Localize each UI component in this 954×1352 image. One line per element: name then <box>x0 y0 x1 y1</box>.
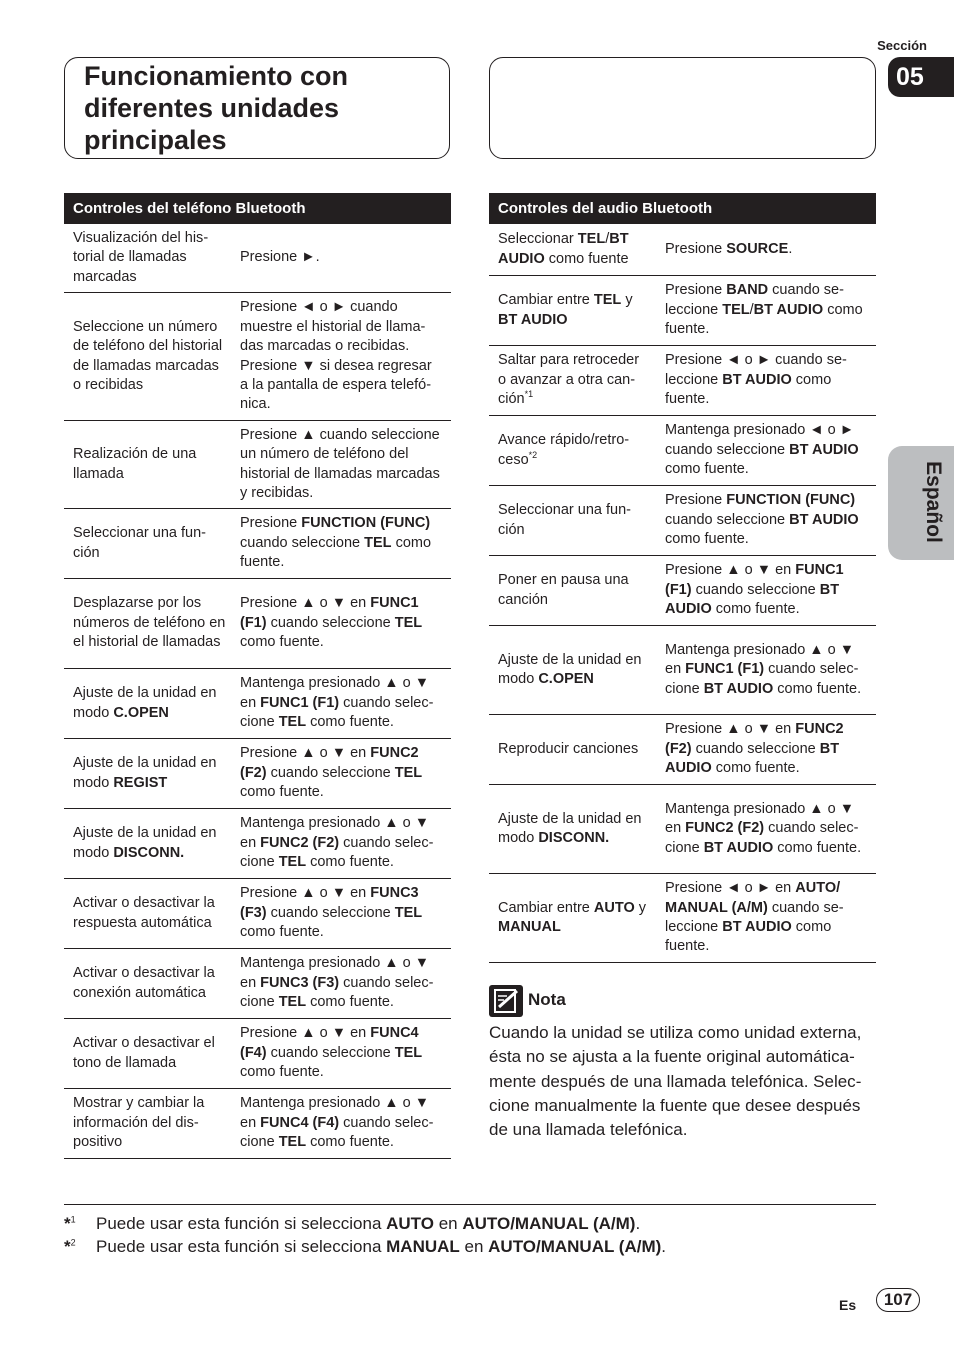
text-run: y <box>634 899 647 916</box>
bold-term: BT AUDIO <box>722 371 792 388</box>
bold-term: FUNC2 (F2) <box>685 820 765 837</box>
text-run: como fuente. <box>665 461 749 478</box>
bold-term: TEL <box>394 1044 423 1061</box>
function-cell <box>64 684 232 723</box>
table-row <box>64 579 451 669</box>
operation-cell <box>232 814 451 872</box>
right-header-frame <box>489 57 876 159</box>
bold-term: TEL <box>278 1134 307 1151</box>
text-run: como fuente. <box>711 601 800 618</box>
function-cell <box>489 740 657 759</box>
bold-term: FUNC1 (F1) <box>240 595 419 631</box>
text-run: Puede usar esta función si selecciona <box>96 1214 387 1233</box>
function-cell <box>489 899 657 938</box>
table-row <box>489 346 876 416</box>
language-code: Es <box>839 1297 857 1313</box>
function-cell <box>64 524 232 563</box>
text-run: como fuente. <box>240 924 324 941</box>
footnote-1 <box>64 1213 640 1235</box>
function-cell <box>489 651 657 690</box>
text-run: Presione <box>665 492 727 509</box>
text-run: Mantenga presionado ▲ o ▼ en <box>240 815 430 851</box>
text-run: Mantenga presionado ▲ o ▼ en <box>240 675 430 711</box>
bold-term: SOURCE <box>726 240 789 257</box>
bold-term: BAND <box>726 282 769 299</box>
table-row <box>489 486 876 556</box>
bold-term: AUTO/MANUAL (A/M) <box>488 1237 662 1256</box>
bold-term: BT AUDIO <box>722 919 792 935</box>
bold-term: C.OPEN <box>538 671 594 687</box>
footnote-star: * <box>64 1214 71 1233</box>
bold-term: TEL <box>394 764 423 781</box>
text-run: como fuente. <box>306 994 394 1011</box>
operation-cell <box>657 879 876 957</box>
text-run: cuando seleccione <box>266 614 395 631</box>
text-run: Visualización del historial de llamadas marcadas <box>73 229 209 285</box>
text-run: Cambiar entre <box>498 292 594 309</box>
text-run: Seleccionar una función <box>498 502 632 538</box>
bold-term: TEL <box>577 231 606 248</box>
function-cell <box>489 431 657 470</box>
text-run: Mantenga presionado ▲ o ▼ en <box>665 641 855 678</box>
audio-table-body <box>489 224 876 963</box>
function-cell <box>64 754 232 793</box>
text-run: como fuente. <box>665 371 832 408</box>
table-row <box>489 276 876 346</box>
bold-term: AUTO <box>593 899 635 916</box>
bold-term: MANUAL <box>386 1237 460 1256</box>
table-row <box>64 224 451 293</box>
language-tab-label: Español <box>922 461 945 543</box>
table-row <box>489 224 876 276</box>
operation-cell <box>657 281 876 339</box>
table-row <box>64 879 451 949</box>
bold-term: DISCONN. <box>113 844 185 861</box>
table-row <box>64 293 451 421</box>
text-run: cuando seleccione <box>665 282 844 318</box>
bold-term: TEL <box>593 292 622 309</box>
text-run: como fuente. <box>665 919 832 955</box>
section-number-badge: 05 <box>888 57 954 97</box>
text-run: Mantenga presionado ▲ o ▼ en <box>240 955 430 991</box>
function-cell <box>489 230 657 269</box>
bold-term: TEL <box>394 904 423 921</box>
footnote-star: * <box>64 1237 71 1256</box>
text-run: como fuente. <box>665 301 863 338</box>
text-run: en <box>433 1214 463 1233</box>
footnote-marker <box>64 1213 96 1235</box>
operation-cell <box>232 744 451 802</box>
operation-cell <box>657 240 876 259</box>
text-run: como fuente. <box>240 784 324 801</box>
text-run: Mostrar y cambiar la información del dispositivo <box>73 1095 205 1151</box>
footnote-2 <box>64 1236 666 1258</box>
text-run: . <box>661 1237 667 1256</box>
bold-term: FUNCTION (FUNC) <box>726 492 856 509</box>
text-run: . <box>788 240 793 257</box>
table-row <box>489 874 876 963</box>
text-run: como fuente. <box>240 534 432 571</box>
text-run: como fuente. <box>240 634 324 651</box>
table-row <box>64 1089 451 1159</box>
bold-term: BT AUDIO <box>665 581 840 618</box>
text-run: Realización de una llamada <box>73 446 197 482</box>
text-run: Activar o desactivar la conexión automática <box>73 965 215 1001</box>
operation-cell <box>657 561 876 619</box>
text-run: Presione ▲ o ▼ en <box>665 721 796 738</box>
operation-cell <box>232 1024 451 1082</box>
bold-term: TEL <box>364 534 392 551</box>
text-run: Desplazarse por los números de teléfono en el historial de llamadas <box>73 595 226 651</box>
text-run: cuando seleccione <box>266 764 395 781</box>
note-body: Cuando la unidad se utiliza como unidad externa, ésta no se ajusta a la fuente original automáticamente después de una llamada telefónica. Seleccione manualmente la fuente que desee después de una llamada telefónica. <box>489 1023 862 1140</box>
text-run: Presione <box>665 240 727 257</box>
bold-term: FUNC1 (F1) <box>260 694 340 711</box>
text-run: Seleccionar una función <box>73 525 207 561</box>
phone-table-body <box>64 224 451 1159</box>
text-run: como fuente <box>544 250 629 267</box>
text-run: en <box>459 1237 489 1256</box>
bold-term: TEL <box>278 854 307 871</box>
bold-term: FUNC2 (F2) <box>240 745 419 781</box>
bold-term: REGIST <box>113 774 168 791</box>
bold-term: FUNC4 (F4) <box>240 1025 419 1061</box>
bold-term: FUNC1 (F1) <box>685 661 765 678</box>
function-cell <box>489 810 657 849</box>
table-row <box>64 739 451 809</box>
operation-cell <box>657 720 876 778</box>
section-label: Sección <box>877 38 927 53</box>
bold-term: BT AUDIO <box>789 441 859 458</box>
function-cell <box>64 894 232 933</box>
footnote-ref: *2 <box>528 449 538 460</box>
page-title: Funcionamiento con diferentes unidades principales <box>84 61 349 155</box>
text-run: cuando seleccione <box>266 904 395 921</box>
bold-term: BT AUDIO <box>703 839 774 856</box>
text-run: como fuente. <box>240 1064 324 1081</box>
phone-table-heading: Controles del teléfono Bluetooth <box>64 193 451 224</box>
text-run: cuando seleccione <box>240 834 434 871</box>
text-run: cuando seleccione <box>665 511 790 528</box>
table-row <box>489 556 876 626</box>
text-run: Ajuste de la unidad en modo <box>498 651 642 687</box>
text-run: como fuente. <box>711 760 800 777</box>
audio-controls-table <box>489 193 876 963</box>
operation-cell <box>232 954 451 1012</box>
table-row <box>64 669 451 739</box>
function-cell <box>489 351 657 409</box>
text-run: Ajuste de la unidad en modo <box>498 810 642 846</box>
operation-cell <box>657 491 876 549</box>
operation-cell <box>657 800 876 858</box>
operation-cell <box>657 641 876 699</box>
bold-term: BT AUDIO <box>753 301 824 318</box>
operation-cell <box>232 514 451 572</box>
text-run: Seleccione un número de teléfono del historial de llamadas marcadas o recibidas <box>73 318 223 393</box>
footnote-number: 2 <box>70 1237 76 1248</box>
bold-term: FUNC3 (F3) <box>240 885 419 921</box>
function-cell <box>64 1034 232 1073</box>
text-run: Presione <box>665 282 727 299</box>
operation-cell <box>232 298 451 414</box>
bold-term: AUTO/ MANUAL (A/M) <box>665 880 841 916</box>
footnote-divider <box>64 1204 876 1205</box>
text-run: como fuente. <box>773 839 862 856</box>
language-tab <box>888 446 954 560</box>
bold-term: MANUAL <box>498 919 561 935</box>
function-cell <box>64 318 232 396</box>
text-run: Presione ▲ o ▼ en <box>240 595 371 612</box>
footnote-marker <box>64 1236 96 1258</box>
note-title: Nota <box>528 990 566 1009</box>
bold-term: AUTO <box>386 1214 434 1233</box>
function-cell <box>64 964 232 1003</box>
operation-cell <box>232 884 451 942</box>
text-run: cuando seleccione <box>691 740 820 757</box>
bold-term: FUNC2 (F2) <box>260 834 340 851</box>
table-row <box>489 785 876 874</box>
table-row <box>64 509 451 579</box>
text-run: cuando seleccione <box>240 534 365 551</box>
bold-term: BT AUDIO <box>703 680 774 697</box>
text-run: Cambiar entre <box>498 899 594 916</box>
bold-term: BT AUDIO <box>498 311 568 328</box>
text-run: Presione ▲ o ▼ en <box>240 1025 371 1042</box>
text-run: Seleccionar <box>498 231 578 248</box>
text-run: Avance rápido/retroceso <box>498 432 630 468</box>
phone-controls-table <box>64 193 451 1159</box>
text-run: Presione ▲ o ▼ en <box>665 562 796 579</box>
text-run: Puede usar esta función si selecciona <box>96 1237 387 1256</box>
bold-term: FUNC1 (F1) <box>665 562 844 598</box>
table-row <box>489 416 876 486</box>
text-run: Presione ▲ cuando seleccione un número de teléfono del historial de llamadas marcadas y recibidas. <box>240 426 440 501</box>
text-run: como fuente. <box>665 531 749 548</box>
operation-cell <box>657 351 876 409</box>
operation-cell <box>232 674 451 732</box>
operation-cell <box>232 426 451 504</box>
table-row <box>64 949 451 1019</box>
text-run: Mantenga presionado ▲ o ▼ en <box>665 800 855 837</box>
text-run: . <box>635 1214 641 1233</box>
function-cell <box>489 291 657 330</box>
operation-cell <box>657 421 876 479</box>
function-cell <box>64 594 232 652</box>
text-run: Presione ◄ o ► en <box>665 880 796 897</box>
bold-term: BT AUDIO <box>498 231 629 267</box>
text-run: Presione ◄ o ► cuando muestre el historial de llamadas marcadas o recibidas. Presione ▼ si desea regresar a la pantalla de espera telefónica. <box>240 299 432 413</box>
bold-term: TEL <box>278 714 307 731</box>
bold-term: BT AUDIO <box>789 511 859 528</box>
text-run: cuando seleccione <box>665 820 859 856</box>
text-run: Ajuste de la unidad en modo <box>73 825 217 861</box>
pencil-note-icon <box>489 985 523 1017</box>
text-run: Mantenga presionado ▲ o ▼ en <box>240 1095 430 1131</box>
function-cell <box>64 824 232 863</box>
table-row <box>64 1019 451 1089</box>
text-run: Ajuste de la unidad en modo <box>73 755 217 791</box>
text-run: cuando seleccione <box>240 694 434 731</box>
text-run: como fuente. <box>306 854 394 871</box>
text-run: Activar o desactivar la respuesta automática <box>73 895 215 931</box>
footnote-ref: *1 <box>524 389 534 400</box>
text-run: Mantenga presionado ◄ o ► cuando seleccione <box>665 422 855 458</box>
text-run: cuando seleccione <box>266 1044 395 1061</box>
function-cell <box>489 501 657 540</box>
audio-table-heading: Controles del audio Bluetooth <box>489 193 876 224</box>
text-run: Presione ◄ o ► cuando seleccione <box>665 352 847 388</box>
bold-term: AUTO/MANUAL (A/M) <box>462 1214 636 1233</box>
bold-term: FUNC4 (F4) <box>260 1114 340 1131</box>
text-run: cuando seleccione <box>665 899 844 935</box>
text-run: como fuente. <box>773 680 862 697</box>
text-run: como fuente. <box>306 714 394 731</box>
text-run: Presione <box>240 515 302 532</box>
function-cell <box>489 571 657 610</box>
page-number: 107 <box>876 1288 920 1312</box>
table-row <box>64 809 451 879</box>
bold-term: TEL <box>722 301 750 318</box>
text-run: Presione ▲ o ▼ en <box>240 745 371 762</box>
text-run: / <box>605 231 610 248</box>
text-run: como fuente. <box>306 1134 394 1151</box>
text-run: Saltar para retroceder o avanzar a otra canción <box>498 352 640 408</box>
bold-term: FUNC3 (F3) <box>260 974 340 991</box>
text-run: Ajuste de la unidad en modo <box>73 685 217 721</box>
function-cell <box>64 229 232 287</box>
table-row <box>489 626 876 715</box>
table-row <box>489 715 876 785</box>
text-run: cuando seleccione <box>665 661 859 697</box>
footnote-number: 1 <box>70 1214 76 1225</box>
text-run: Reproducir canciones <box>498 740 639 757</box>
text-run: / <box>749 301 754 318</box>
bold-term: TEL <box>278 994 307 1011</box>
text-run: Presione ▲ o ▼ en <box>240 885 371 902</box>
text-run: cuando seleccione <box>240 974 434 1011</box>
text-run: cuando seleccione <box>691 581 820 598</box>
operation-cell <box>232 248 451 267</box>
table-row <box>64 421 451 509</box>
text-run: Poner en pausa una canción <box>498 572 629 608</box>
bold-term: DISCONN. <box>538 830 610 846</box>
bold-term: TEL <box>394 614 423 631</box>
text-run: Presione ►. <box>240 249 320 266</box>
text-run: y <box>621 292 633 309</box>
bold-term: C.OPEN <box>113 704 169 721</box>
operation-cell <box>232 594 451 652</box>
function-cell <box>64 445 232 484</box>
bold-term: FUNCTION (FUNC) <box>301 515 431 532</box>
bold-term: BT AUDIO <box>665 740 840 777</box>
bold-term: FUNC2 (F2) <box>665 721 844 757</box>
text-run: Activar o desactivar el tono de llamada <box>73 1035 215 1071</box>
operation-cell <box>232 1094 451 1152</box>
text-run: cuando seleccione <box>240 1114 434 1151</box>
function-cell <box>64 1094 232 1152</box>
